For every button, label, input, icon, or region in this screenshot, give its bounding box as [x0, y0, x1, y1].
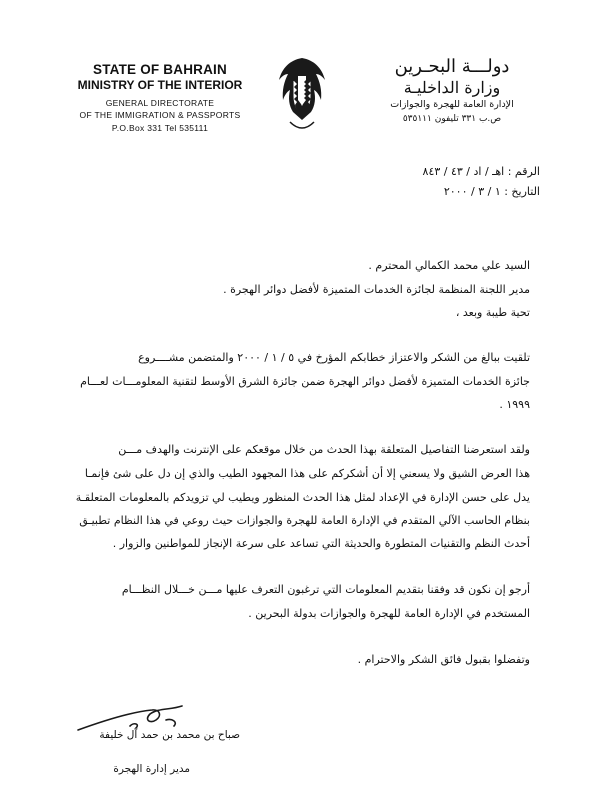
paragraph1-line: ١٩٩٩ . [499, 398, 530, 411]
paragraph1-line: تلقيت ببالغ من الشكر والاعتزاز خطابكم المؤرخ في ٥ / ١ / ٢٠٠٠ والمتضمن مشــــروع [138, 351, 530, 364]
addressee-name: السيد علي محمد الكمالي المحترم . [368, 259, 530, 272]
paragraph2-line: هذا العرض الشيق ولا يسعني إلا أن أشكركم على هذا المجهود الطيب والذي إن دل على شئ فإنمـا [84, 467, 530, 480]
paragraph2-line: بنظام الحاسب الآلي المتقدم في الإدارة العامة للهجرة والجوازات حيث روعي في هذا النظام تطبيـق [79, 514, 530, 527]
signatory-title: مدير إدارة الهجرة [113, 763, 190, 775]
addressee-position: مدير اللجنة المنظمة لجائزة الخدمات المتميزة لأفضل دوائر الهجرة . [223, 283, 530, 296]
reference-number: الرقم : اهـ / اد / ٤٣ / ٨٤٣ [422, 165, 540, 178]
arabic-letterhead [362, 56, 542, 126]
bahrain-emblem-icon [276, 54, 328, 134]
paragraph2-line: يدل على حسن الإدارة في الإعداد لمثل هذا الحدث المنظور ويطيب لي تزويدكم بالمعلومات المتعلقـة [75, 491, 530, 504]
english-letterhead [70, 62, 250, 135]
closing-line: وتفضلوا بقبول فائق الشكر والاحترام . [357, 653, 530, 666]
greeting: تحية طيبة وبعد ، [455, 306, 530, 319]
paragraph1-line: جائزة الخدمات المتميزة لأفضل دوائر الهجرة ضمن جائزة الشرق الأوسط لتقنية المعلومـــات لعـــام [80, 375, 530, 388]
english-state-name: STATE OF BAHRAIN [93, 62, 227, 77]
arabic-contact-info: ص.ب ٣٣١ تليفون ٥٣٥١١١ [402, 114, 502, 124]
english-contact-info: P.O.Box 331 Tel 535111 [111, 123, 209, 133]
english-directorate-line1: GENERAL DIRECTORATE [105, 98, 215, 108]
arabic-state-name: دولـــة البحـرين [394, 56, 510, 77]
paragraph3-line: المستخدم في الإدارة العامة للهجرة والجوازات بدولة البحرين . [248, 607, 530, 620]
paragraph2-line: أحدث النظم والتقنيات المتطورة والحديثة التي تساعد على سرعة الإنجاز للمواطنين والزوار . [112, 537, 530, 550]
signatory-name: صباح بن محمد بن حمد آل خليفة [99, 729, 240, 741]
letter-date: التاريخ : ١ / ٣ / ٢٠٠٠ [443, 185, 540, 198]
paragraph3-line: أرجو إن نكون قد وفقنا بتقديم المعلومات التي ترغبون التعرف عليها مـــن خـــلال النظـــام [121, 583, 530, 596]
arabic-directorate-name: الإدارة العامة للهجرة والجوازات [390, 99, 514, 110]
paragraph2-line: ولقد استعرضنا التفاصيل المتعلقة بهذا الحدث من خلال موقعكم على الإنترنت والهدف مـــن [118, 443, 530, 456]
english-ministry-name: MINISTRY OF THE INTERIOR [77, 78, 243, 92]
arabic-ministry-name: وزارة الداخليـة [403, 78, 501, 97]
english-directorate-line2: OF THE IMMIGRATION & PASSPORTS [79, 110, 241, 120]
